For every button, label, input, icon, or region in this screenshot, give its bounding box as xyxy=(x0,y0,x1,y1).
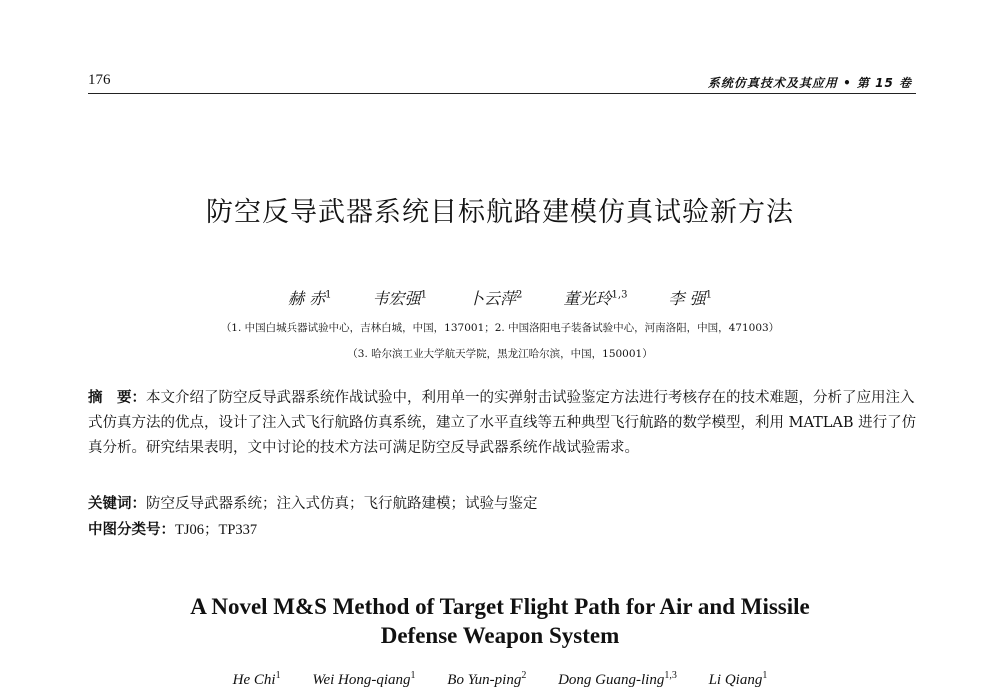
title-english-line-1: A Novel M&S Method of Target Flight Path for Air and Missile xyxy=(190,594,810,619)
author-affiliation-mark: 1,3 xyxy=(611,289,628,301)
author-name: 卜云萍 xyxy=(468,289,517,308)
author-affiliation-mark: 1,3 xyxy=(664,670,677,681)
title-chinese: 防空反导武器系统目标航路建模仿真试验新方法 xyxy=(206,197,794,228)
classification-number xyxy=(88,518,918,539)
author-cn-1 xyxy=(288,286,331,309)
authors-english xyxy=(0,670,1000,689)
author-affiliation-mark: 1 xyxy=(325,289,332,301)
author-cn-4 xyxy=(564,286,628,309)
classification-label: 中图分类号： xyxy=(88,522,175,538)
journal-name: 系统仿真技术及其应用 • 第 15 卷 xyxy=(707,76,912,90)
author-en-2 xyxy=(312,670,415,689)
author-en-1 xyxy=(233,670,281,689)
abstract-label: 摘 要： xyxy=(88,390,146,406)
abstract-text: 本文介绍了防空反导武器系统作战试验中，利用单一的实弹射击试验鉴定方法进行考核存在的技术难题，分析了应用注入式仿真方法的优点，设计了注入式飞行航路仿真系统，建立了水平直线等五种典型飞行航路的数学模型，利用 MATLAB 进行了仿真分析。研究结果表明，文中讨论的技术方法可满足防空反导武器系统作战试验需求。 xyxy=(88,390,917,456)
author-affiliation-mark: 1 xyxy=(275,670,281,681)
author-affiliation-mark: 1 xyxy=(420,289,427,301)
author-name: Li Qiang xyxy=(708,672,763,688)
author-name: 赫 赤 xyxy=(287,289,326,308)
author-en-5 xyxy=(709,670,768,689)
author-name: Wei Hong-qiang xyxy=(312,672,411,688)
classification-value: TJ06；TP337 xyxy=(175,522,258,538)
affiliation-line-1: （1. 中国白城兵器试验中心，吉林白城，中国，137001；2. 中国洛阳电子装备试验中心，河南洛阳，中国，471003） xyxy=(220,322,780,334)
keywords xyxy=(88,492,918,513)
title-english-line-2: Defense Weapon System xyxy=(380,623,620,648)
title-english xyxy=(0,592,1000,650)
author-affiliation-mark: 1 xyxy=(705,289,712,301)
author-en-3 xyxy=(447,670,526,689)
author-name: Dong Guang-ling xyxy=(558,672,665,688)
page-number: 176 xyxy=(88,72,111,88)
author-name: Bo Yun-ping xyxy=(447,672,522,688)
keywords-text: 防空反导武器系统；注入式仿真；飞行航路建模；试验与鉴定 xyxy=(146,496,538,512)
author-name: 韦宏强 xyxy=(372,289,421,308)
author-affiliation-mark: 2 xyxy=(516,289,523,301)
author-affiliation-mark: 1 xyxy=(762,670,768,681)
author-affiliation-mark: 2 xyxy=(521,670,527,681)
author-affiliation-mark: 1 xyxy=(410,670,416,681)
authors-chinese xyxy=(0,286,1000,309)
author-cn-2 xyxy=(373,286,427,309)
keywords-label: 关键词： xyxy=(88,496,146,512)
header-rule xyxy=(88,93,916,94)
running-header xyxy=(88,72,912,94)
author-cn-5 xyxy=(669,286,712,309)
author-name: 李 强 xyxy=(668,289,706,308)
author-cn-3 xyxy=(468,286,522,309)
affiliation-line-2: （3. 哈尔滨工业大学航天学院，黑龙江哈尔滨，中国，150001） xyxy=(347,348,653,360)
abstract xyxy=(88,386,918,461)
author-name: 董光玲 xyxy=(563,289,612,308)
author-en-4 xyxy=(558,670,677,689)
author-name: He Chi xyxy=(232,672,276,688)
